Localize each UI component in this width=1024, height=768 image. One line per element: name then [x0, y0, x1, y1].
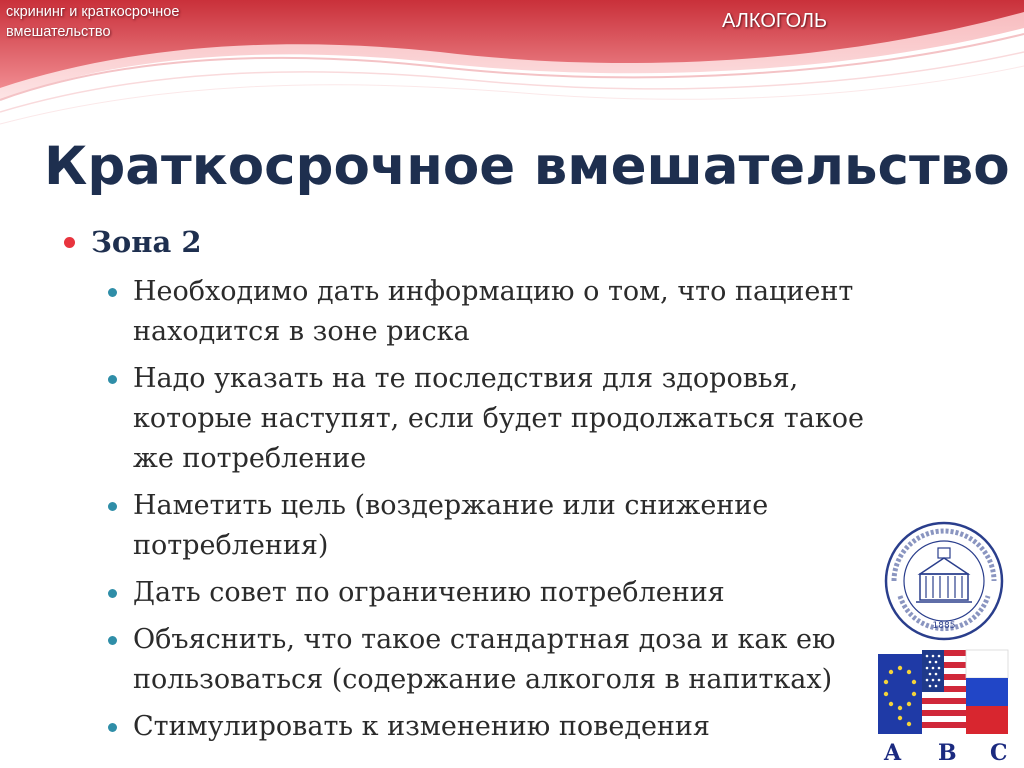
bullet-dot-icon: [108, 288, 117, 297]
bullet-dot-icon: [108, 636, 117, 645]
slide-title: Краткосрочное вмешательство: [44, 136, 1010, 197]
bullet-dot-icon: [108, 589, 117, 598]
list-item-text: Наметить цель (воздержание или снижение потребления): [133, 490, 769, 561]
list-item-text: Стимулировать к изменению поведения: [133, 711, 710, 742]
list-item: [108, 272, 884, 352]
letter-b: B: [938, 740, 957, 766]
slide-content: [64, 222, 884, 754]
bullet-dot-icon: [108, 502, 117, 511]
list-item: [108, 573, 884, 613]
bullet-dot-icon: [108, 375, 117, 384]
list-item: [108, 486, 884, 566]
bullet-dot-icon: [64, 237, 75, 248]
abc-letters: [876, 740, 1010, 766]
zone-label: Зона 2: [91, 225, 202, 259]
flags-logo: [876, 648, 1010, 738]
zone-heading: [64, 222, 884, 262]
list-item-text: Надо указать на те последствия для здоровья, которые наступят, если будет продолжаться такое же потребление: [133, 363, 864, 474]
list-item: [108, 359, 884, 479]
academy-year: 1885: [932, 621, 956, 631]
letter-c: C: [990, 740, 1008, 766]
list-item: [108, 620, 884, 700]
letter-a: A: [884, 740, 902, 766]
topic-label: АЛКОГОЛЬ: [722, 10, 828, 32]
list-item-text: Дать совет по ограничению потребления: [133, 577, 725, 608]
list-item-text: Необходимо дать информацию о том, что пациент находится в зоне риска: [133, 276, 854, 347]
list-item-text: Объяснить, что такое стандартная доза и как ею пользоваться (содержание алкоголя в напитках): [133, 624, 836, 695]
list-item: [108, 707, 884, 747]
academy-seal-logo: [880, 518, 1008, 644]
bullet-dot-icon: [108, 723, 117, 732]
presentation-subtitle: скрининг и краткосрочное вмешательство: [6, 4, 180, 40]
